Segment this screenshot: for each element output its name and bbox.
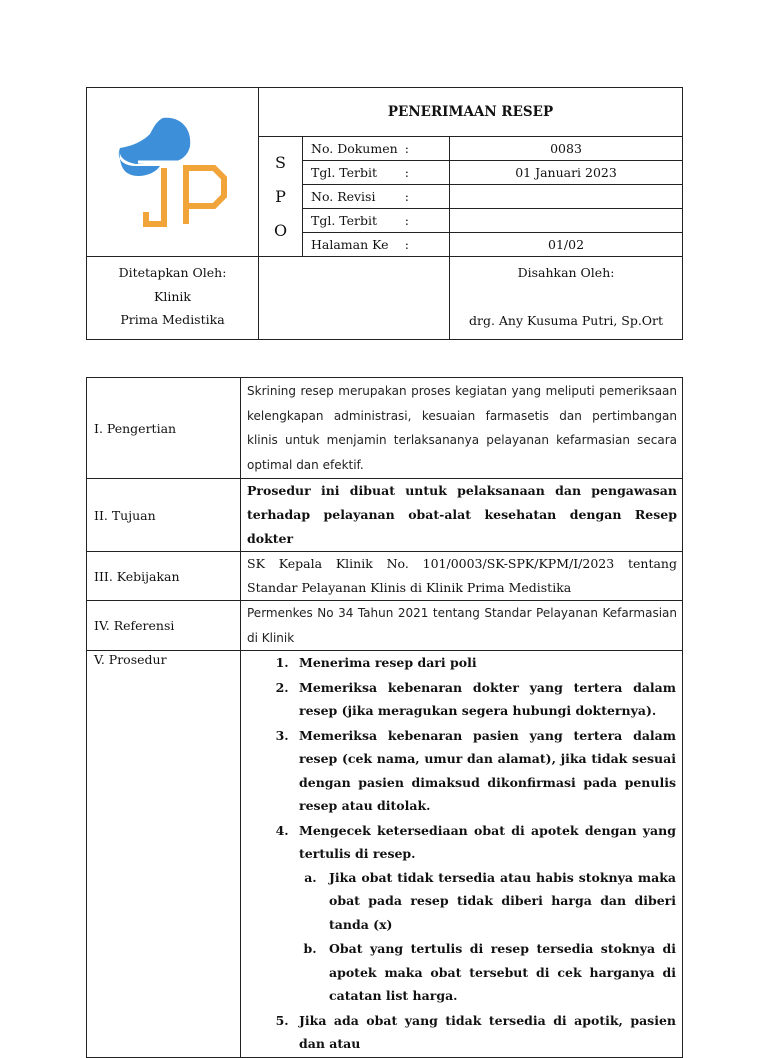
field-label-no-revisi: No. Revisi :	[303, 185, 450, 209]
field-value-halaman-ke: 01/02	[450, 233, 683, 257]
procedure-content-table	[86, 377, 683, 1058]
section-label-tujuan: II. Tujuan	[87, 479, 241, 552]
field-value-no-dokumen: 0083	[450, 137, 683, 161]
field-label-halaman-ke: Halaman Ke :	[303, 233, 450, 257]
field-label-no-dokumen: No. Dokumen :	[303, 137, 450, 161]
blank-sign-cell	[259, 257, 450, 340]
disahkan-heading: Disahkan Oleh:	[517, 265, 615, 280]
disahkan-oleh-cell	[450, 257, 683, 340]
section-label-referensi: IV. Referensi	[87, 601, 241, 651]
field-value-no-revisi	[450, 185, 683, 209]
procedure-step: 5. Jika ada obat yang tidak tersedia di apotik, pasien dan atau	[293, 1009, 676, 1056]
procedure-step: 4. Mengecek ketersediaan obat di apotek dengan yang tertulis di resep. a. Jika obat tidak tersedia atau habis stoknya maka obat pada resep tidak diberi harga dan diberi tanda (x) b. Obat yang tertulis di resep tersedia stoknya di apotek maka obat tersebut di cek harganya di catatan list harga.	[293, 819, 676, 1008]
procedure-steps-list	[241, 651, 676, 1056]
spo-letter-o: O	[273, 220, 288, 240]
section-text-tujuan: Prosedur ini dibuat untuk pelaksanaan dan pengawasan terhadap pelayanan obat-alat kesehatan dengan Resep dokter	[241, 479, 683, 552]
clinic-logo-cell	[87, 88, 259, 257]
document-title: PENERIMAAN RESEP	[259, 88, 683, 137]
procedure-substeps-list	[299, 866, 676, 1008]
ditetapkan-line2: Prima Medistika	[120, 312, 225, 327]
field-value-tgl-terbit-revisi	[450, 209, 683, 233]
disahkan-name: drg. Any Kusuma Putri, Sp.Ort	[468, 312, 664, 328]
field-value-tgl-terbit: 01 Januari 2023	[450, 161, 683, 185]
procedure-substep: a. Jika obat tidak tersedia atau habis stoknya maka obat pada resep tidak diberi harga dan diberi tanda (x)	[321, 866, 676, 937]
spo-letter-s: S	[275, 152, 286, 172]
section-steps-prosedur	[241, 651, 683, 1058]
document-header-table	[86, 87, 683, 340]
field-label-tgl-terbit-revisi: Tgl. Terbit :	[303, 209, 450, 233]
section-text-kebijakan: SK Kepala Klinik No. 101/0003/SK-SPK/KPM/I/2023 tentang Standar Pelayanan Klinis di Klinik Prima Medistika	[241, 552, 683, 601]
ditetapkan-oleh-cell	[87, 257, 259, 340]
section-label-pengertian: I. Pengertian	[87, 378, 241, 479]
section-text-referensi: Permenkes No 34 Tahun 2021 tentang Standar Pelayanan Kefarmasian di Klinik	[241, 601, 683, 651]
procedure-substep: b. Obat yang tertulis di resep tersedia stoknya di apotek maka obat tersebut di cek harganya di catatan list harga.	[321, 937, 676, 1008]
ditetapkan-line1: Klinik	[154, 288, 191, 304]
spo-label	[259, 137, 303, 257]
spo-letter-p: P	[275, 186, 286, 206]
procedure-step: 1. Menerima resep dari poli	[293, 651, 676, 675]
procedure-step: 3. Memeriksa kebenaran pasien yang tertera dalam resep (cek nama, umur dan alamat), jika tidak sesuai dengan pasien dimaksud dikonfirmasi pada penulis resep atau ditolak.	[293, 724, 676, 818]
ditetapkan-heading: Ditetapkan Oleh:	[118, 265, 227, 280]
procedure-step: 2. Memeriksa kebenaran dokter yang tertera dalam resep (jika meragukan segera hubungi dokternya).	[293, 676, 676, 723]
section-text-pengertian: Skrining resep merupakan proses kegiatan yang meliputi pemeriksaan kelengkapan administrasi, kesuaian farmasetis dan pertimbangan klinis untuk menjamin terlaksananya pelayanan kefarmasian secara optimal dan efektif.	[241, 378, 683, 479]
field-label-tgl-terbit: Tgl. Terbit :	[303, 161, 450, 185]
section-label-kebijakan: III. Kebijakan	[87, 552, 241, 601]
clinic-logo	[108, 112, 238, 232]
section-label-prosedur: V. Prosedur	[87, 651, 241, 1058]
